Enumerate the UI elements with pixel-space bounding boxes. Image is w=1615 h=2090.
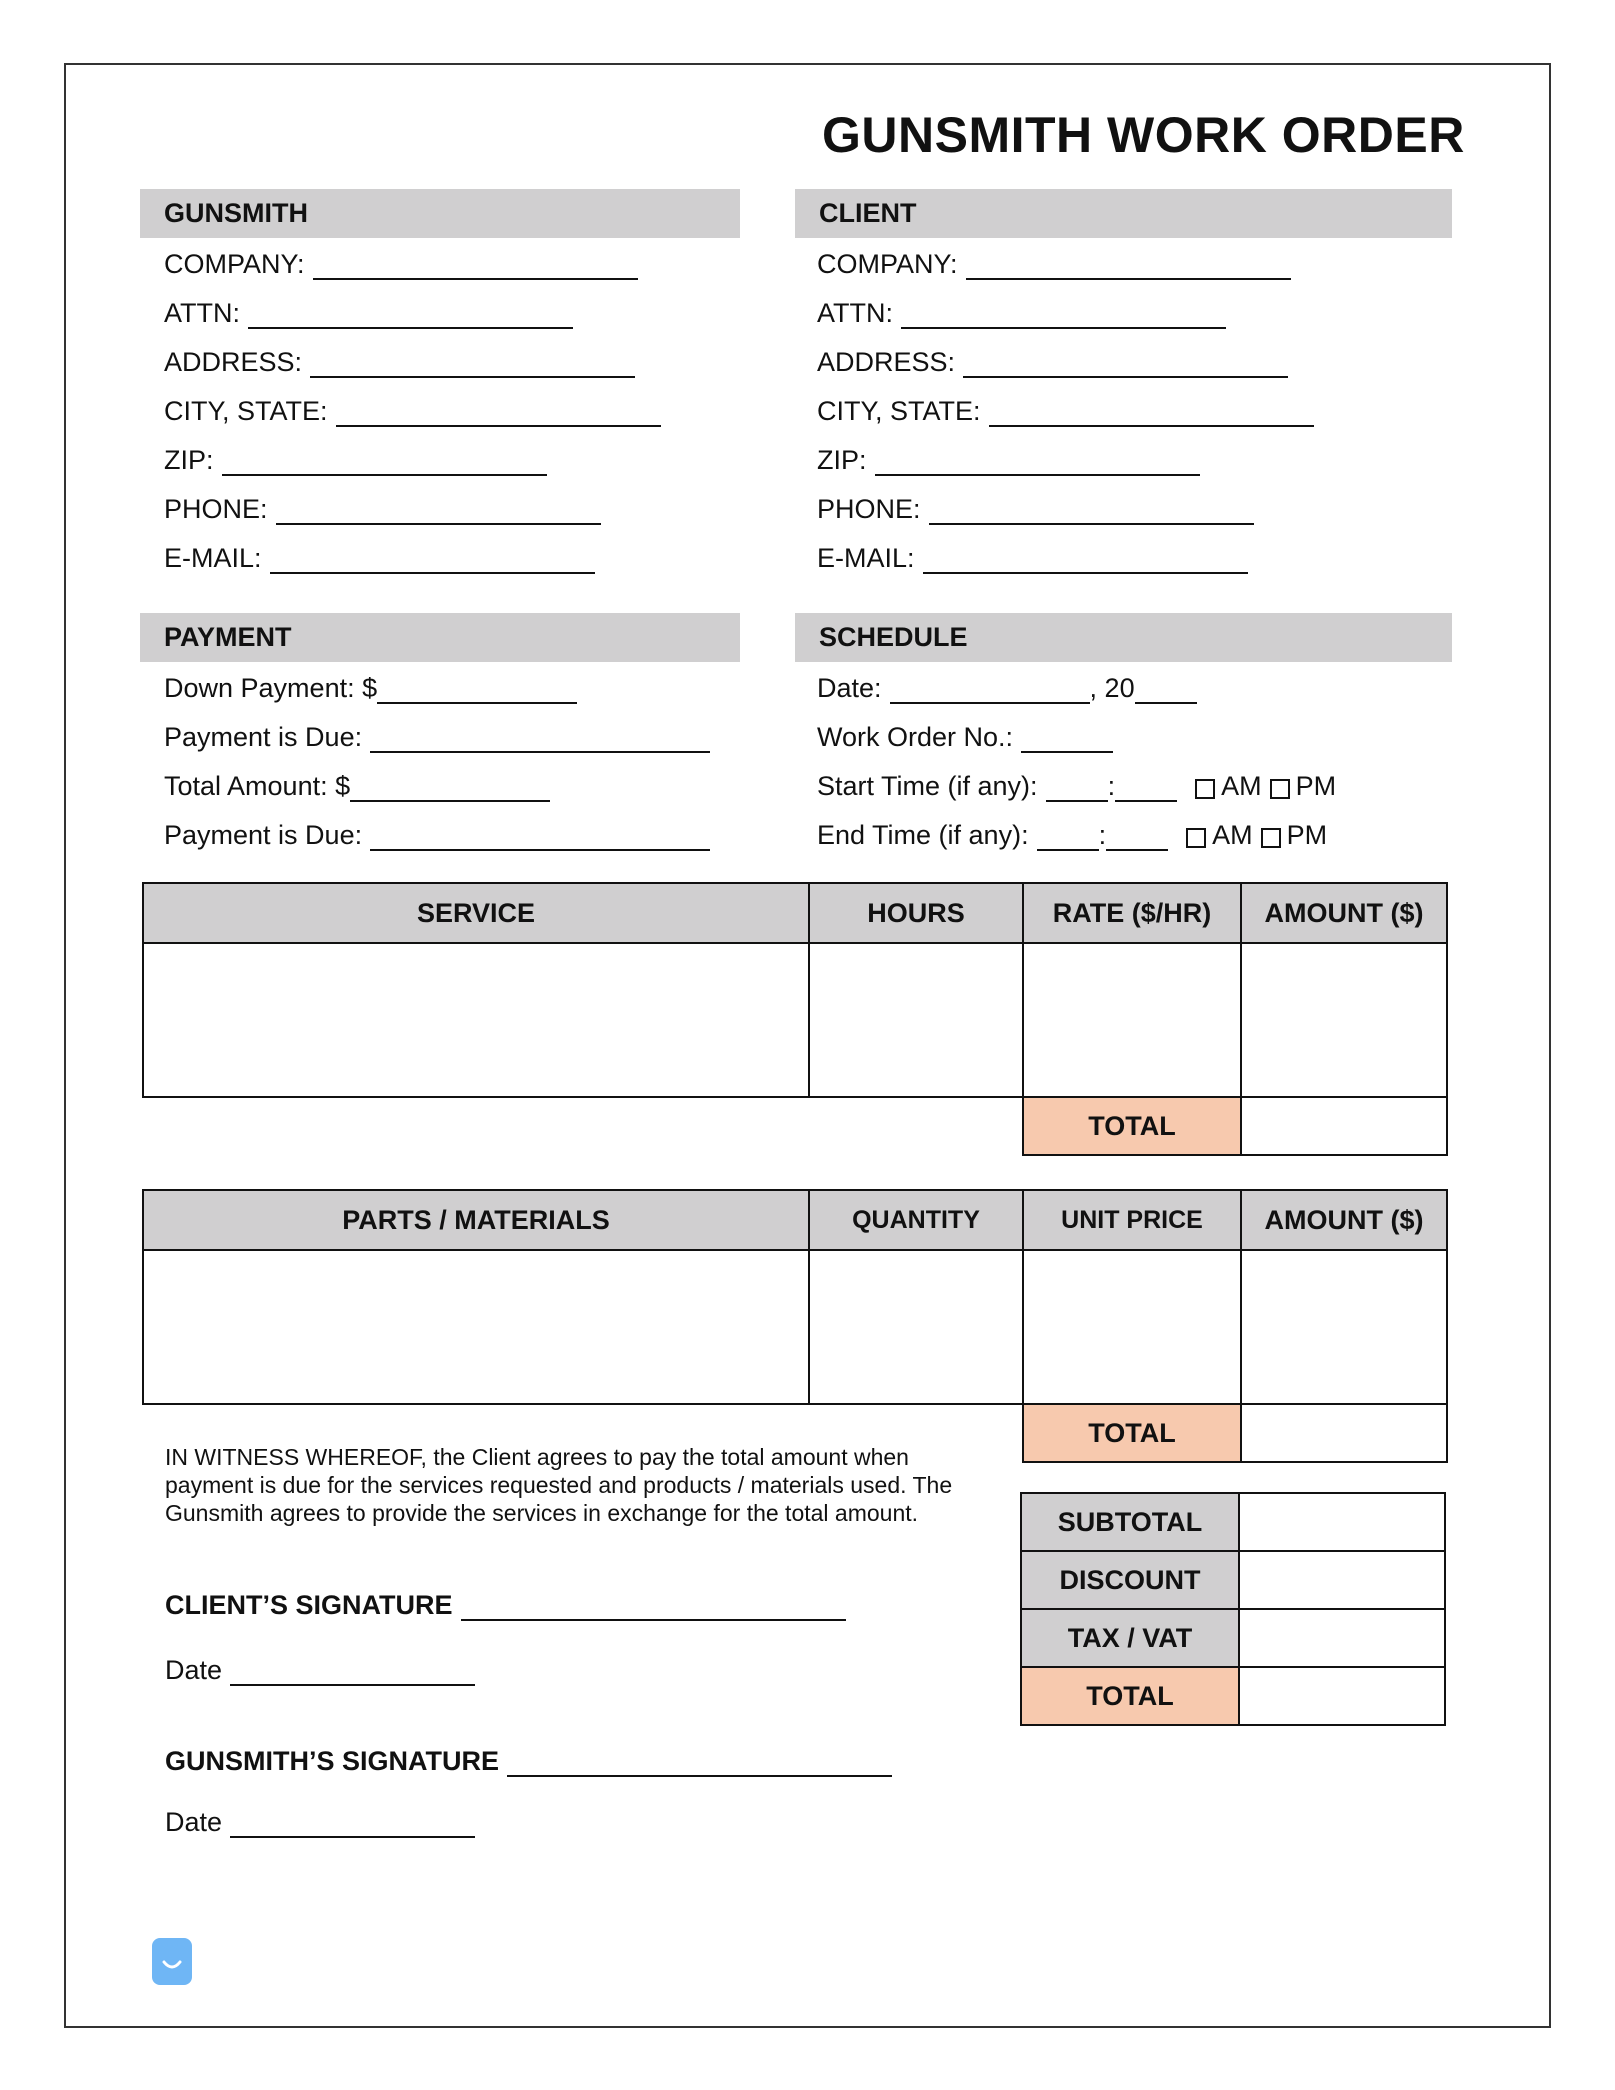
amount-cell[interactable] — [1241, 943, 1447, 1097]
service-table — [142, 882, 1448, 1156]
am-label: AM — [1212, 820, 1253, 850]
hours-cell[interactable] — [809, 943, 1023, 1097]
client-date-row — [165, 1650, 475, 1686]
gunsmith-phone-field — [164, 489, 661, 525]
grand-total-label: TOTAL — [1021, 1667, 1239, 1725]
field-label: CITY, STATE: — [817, 396, 981, 426]
discount-label: DISCOUNT — [1021, 1551, 1239, 1609]
gunsmith-phone-input[interactable] — [276, 497, 601, 525]
payment-heading: PAYMENT — [140, 613, 740, 662]
start-hour-input[interactable] — [1046, 774, 1108, 802]
subtotal-label: SUBTOTAL — [1021, 1493, 1239, 1551]
gunsmith-address-input[interactable] — [310, 350, 635, 378]
client-attn-input[interactable] — [901, 301, 1226, 329]
gunsmith-city-state-input[interactable] — [336, 399, 661, 427]
client-address-field — [817, 342, 1314, 378]
rate-cell[interactable] — [1023, 943, 1241, 1097]
start-am-checkbox[interactable] — [1195, 779, 1215, 799]
gunsmith-attn-input[interactable] — [248, 301, 573, 329]
end-time-field — [817, 815, 1336, 851]
subtotal-cell[interactable] — [1239, 1493, 1445, 1551]
gunsmith-zip-input[interactable] — [222, 448, 547, 476]
schedule-fields — [817, 668, 1336, 851]
parts-total-label: TOTAL — [1023, 1404, 1241, 1462]
grand-total-cell[interactable] — [1239, 1667, 1445, 1725]
hours-header: HOURS — [809, 883, 1023, 943]
field-label: PHONE: — [817, 494, 921, 524]
time-colon: : — [1107, 771, 1116, 801]
field-label: CITY, STATE: — [164, 396, 328, 426]
end-pm-checkbox[interactable] — [1261, 828, 1281, 848]
service-total-cell[interactable] — [1241, 1097, 1447, 1155]
start-pm-checkbox[interactable] — [1270, 779, 1290, 799]
field-label: ATTN: — [164, 298, 240, 328]
schedule-date-field — [817, 668, 1336, 704]
end-am-checkbox[interactable] — [1186, 828, 1206, 848]
rate-header: RATE ($/HR) — [1023, 883, 1241, 943]
parts-cell[interactable] — [143, 1250, 809, 1404]
parts-header: PARTS / MATERIALS — [143, 1190, 809, 1250]
gunsmith-city-state-field — [164, 391, 661, 427]
schedule-heading: SCHEDULE — [795, 613, 1452, 662]
end-hour-input[interactable] — [1037, 823, 1099, 851]
witness-paragraph: IN WITNESS WHEREOF, the Client agrees to pay the total amount when payment is due for the services requested and products / materials used. The Gunsmith agrees to provide the services in exchange for the total amount. — [165, 1444, 953, 1526]
year-prefix: , 20 — [1089, 673, 1135, 703]
field-label: PHONE: — [164, 494, 268, 524]
time-colon: : — [1098, 820, 1107, 850]
gunsmith-date-input[interactable] — [230, 1810, 475, 1838]
date-label: Date — [165, 1655, 223, 1685]
unit-price-cell[interactable] — [1023, 1250, 1241, 1404]
client-city-state-field — [817, 391, 1314, 427]
client-phone-input[interactable] — [929, 497, 1254, 525]
field-label: Payment is Due: — [164, 820, 363, 850]
client-signature-input[interactable] — [461, 1593, 846, 1621]
field-label: ZIP: — [164, 445, 214, 475]
field-label: ATTN: — [817, 298, 893, 328]
client-email-input[interactable] — [923, 546, 1248, 574]
payment-due-input-2[interactable] — [370, 823, 710, 851]
start-minute-input[interactable] — [1115, 774, 1177, 802]
gunsmith-zip-field — [164, 440, 661, 476]
gunsmith-fields — [164, 244, 661, 574]
empty-cell — [143, 1097, 1023, 1155]
field-label: ADDRESS: — [817, 347, 956, 377]
field-label: Down Payment: $ — [164, 673, 378, 703]
gunsmith-email-input[interactable] — [270, 546, 595, 574]
field-label: Start Time (if any): — [817, 771, 1038, 801]
quantity-header: QUANTITY — [809, 1190, 1023, 1250]
field-label: Work Order No.: — [817, 722, 1014, 752]
tax-cell[interactable] — [1239, 1609, 1445, 1667]
quantity-cell[interactable] — [809, 1250, 1023, 1404]
summary-table — [1020, 1492, 1446, 1726]
field-label: End Time (if any): — [817, 820, 1029, 850]
discount-cell[interactable] — [1239, 1551, 1445, 1609]
field-label: Payment is Due: — [164, 722, 363, 752]
client-heading: CLIENT — [795, 189, 1452, 238]
gunsmith-signature-input[interactable] — [507, 1749, 892, 1777]
client-company-field — [817, 244, 1314, 280]
pm-label: PM — [1286, 820, 1328, 850]
field-label: ZIP: — [817, 445, 867, 475]
field-label: E-MAIL: — [817, 543, 915, 573]
amount-header: AMOUNT ($) — [1241, 883, 1447, 943]
client-company-input[interactable] — [966, 252, 1291, 280]
payment-due-input[interactable] — [370, 725, 710, 753]
client-attn-field — [817, 293, 1314, 329]
payment-due-field-2 — [164, 815, 710, 851]
gunsmith-company-input[interactable] — [313, 252, 638, 280]
gunsmith-signature-row — [165, 1746, 892, 1777]
date-input[interactable] — [890, 676, 1090, 704]
work-order-no-field — [817, 717, 1336, 753]
client-zip-field — [817, 440, 1314, 476]
field-label: COMPANY: — [817, 249, 958, 279]
client-address-input[interactable] — [963, 350, 1288, 378]
client-date-input[interactable] — [230, 1658, 475, 1686]
gunsmith-company-field — [164, 244, 661, 280]
service-header: SERVICE — [143, 883, 809, 943]
total-amount-input[interactable] — [350, 774, 550, 802]
down-payment-field — [164, 668, 710, 704]
date-label: Date — [165, 1807, 223, 1837]
field-label: Date: — [817, 673, 882, 703]
field-label: E-MAIL: — [164, 543, 262, 573]
parts-amount-cell[interactable] — [1241, 1250, 1447, 1404]
client-city-state-input[interactable] — [989, 399, 1314, 427]
client-fields — [817, 244, 1314, 574]
am-label: AM — [1221, 771, 1262, 801]
parts-table — [142, 1189, 1448, 1463]
service-total-label: TOTAL — [1023, 1097, 1241, 1155]
service-cell[interactable] — [143, 943, 809, 1097]
parts-total-cell[interactable] — [1241, 1404, 1447, 1462]
total-amount-field — [164, 766, 710, 802]
end-minute-input[interactable] — [1106, 823, 1168, 851]
field-label: COMPANY: — [164, 249, 305, 279]
page-title: GUNSMITH WORK ORDER — [822, 107, 1465, 163]
down-payment-input[interactable] — [377, 676, 577, 704]
smile-logo-icon — [152, 1938, 192, 1985]
gunsmith-address-field — [164, 342, 661, 378]
client-email-field — [817, 538, 1314, 574]
field-label: Total Amount: $ — [164, 771, 351, 801]
gunsmith-attn-field — [164, 293, 661, 329]
tax-label: TAX / VAT — [1021, 1609, 1239, 1667]
gunsmith-signature-label: GUNSMITH’S SIGNATURE — [165, 1746, 500, 1776]
field-label: ADDRESS: — [164, 347, 303, 377]
payment-due-field — [164, 717, 710, 753]
gunsmith-heading: GUNSMITH — [140, 189, 740, 238]
client-phone-field — [817, 489, 1314, 525]
work-order-no-input[interactable] — [1021, 725, 1113, 753]
year-input[interactable] — [1135, 676, 1197, 704]
gunsmith-email-field — [164, 538, 661, 574]
gunsmith-date-row — [165, 1802, 475, 1838]
payment-fields — [164, 668, 710, 851]
start-time-field — [817, 766, 1336, 802]
pm-label: PM — [1295, 771, 1337, 801]
unit-price-header: UNIT PRICE — [1023, 1190, 1241, 1250]
client-signature-label: CLIENT’S SIGNATURE — [165, 1590, 453, 1620]
client-zip-input[interactable] — [875, 448, 1200, 476]
client-signature-row — [165, 1590, 846, 1621]
parts-amount-header: AMOUNT ($) — [1241, 1190, 1447, 1250]
